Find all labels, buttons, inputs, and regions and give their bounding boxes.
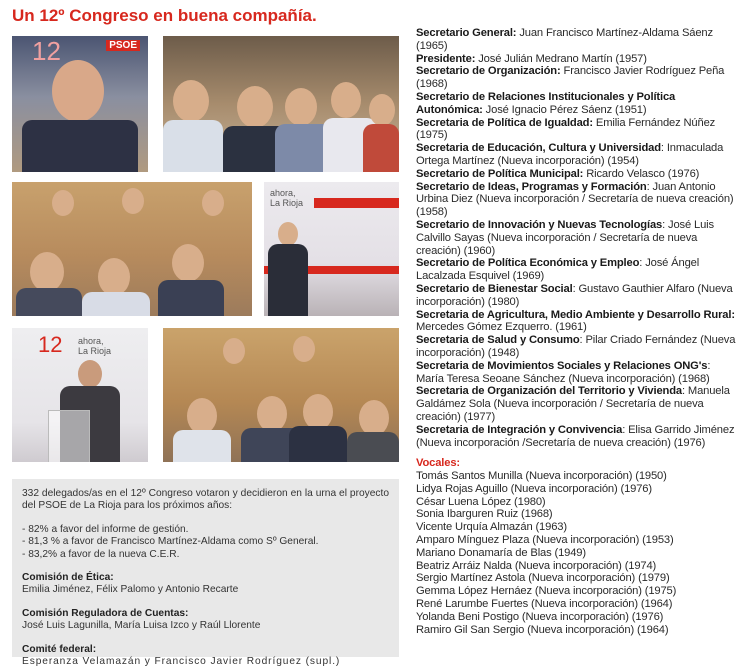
vocal-item: Gemma López Hernáez (Nueva incorporación) (1975) <box>416 585 677 598</box>
vocales-list <box>416 470 740 636</box>
executive-person: : Manuela Galdámez Sola (Nueva incorporación / Secretaría de nueva creación) (1977) <box>416 385 730 423</box>
congress-results-box <box>12 479 399 668</box>
photo-podium-speaker <box>12 328 148 462</box>
executive-person: Juan Francisco Martínez-Aldama Sáenz (1965) <box>416 27 713 52</box>
executive-entry <box>416 91 740 117</box>
executive-entry <box>416 168 740 181</box>
cuentas-members: José Luis Lagunilla, María Luisa Izco y Raúl Llorente <box>22 620 261 632</box>
vocal-item: Vicente Urquía Almazán (1963) <box>416 521 567 534</box>
result-item: - 83,2% a favor de la nueva C.E.R. <box>22 548 180 560</box>
etica-members: Emilia Jiménez, Félix Palomo y Antonio Recarte <box>22 584 239 596</box>
vocal-item: Yolanda Beni Postigo (Nueva incorporación) (1976) <box>416 610 664 623</box>
cuentas-heading: Comisión Reguladora de Cuentas: <box>22 607 189 619</box>
photo-label-ahora: ahora, <box>270 188 296 198</box>
executive-role: Secretario de Organización: <box>416 65 561 78</box>
executive-role: Secretaria de Salud y Consumo <box>416 334 580 347</box>
executive-role: Secretario General: <box>416 27 517 39</box>
executive-entry <box>416 385 740 423</box>
executive-role: Secretaria de Movimientos Sociales y Relaciones ONG's <box>416 359 708 372</box>
photo-label-rioja-podium: La Rioja <box>78 346 112 356</box>
vocal-item: Tomás Santos Munilla (Nueva incorporación) (1950) <box>416 470 667 483</box>
executive-entry <box>416 65 740 91</box>
executive-person: Emilia Fernández Núñez (1975) <box>416 116 716 142</box>
etica-block <box>22 572 389 597</box>
executive-person: José Ignacio Pérez Sáenz (1951) <box>482 103 647 116</box>
executive-person: Mercedes Gómez Ezquerro. (1961) <box>416 321 587 334</box>
executive-list <box>416 27 740 636</box>
executive-role: Secretario de Política Municipal: <box>416 167 584 180</box>
photo-label-12-podium: 12 <box>38 332 63 357</box>
executive-person: : Gustavo Gauthier Alfaro (Nueva incorporación) (1980) <box>416 282 733 308</box>
executive-role: Secretaria de Política de Igualdad: <box>416 116 593 129</box>
executive-entry <box>416 334 740 360</box>
vocal-item: Amparo Mínguez Plaza (Nueva incorporación) (1953) <box>416 534 674 547</box>
results-intro: 332 delegados/as en el 12º Congreso votaron y decidieron en la urna el proyecto del PSOE de La Rioja para los próximos años: <box>22 488 389 512</box>
page-title: Un 12º Congreso en buena compañía. <box>12 6 317 25</box>
vocal-item: Lidya Rojas Aguillo (Nueva incorporación) (1976) <box>416 482 652 495</box>
executive-entry <box>416 309 740 335</box>
executive-role: Secretaria de Integración y Convivencia <box>416 423 623 436</box>
executive-person: Ricardo Velasco (1976) <box>583 167 700 180</box>
executive-role: Secretario de Relaciones Institucionales y Política Autonómica: <box>416 90 676 116</box>
photo-audience-wide <box>163 328 399 462</box>
photo-label-psoe: PSOE <box>106 40 140 51</box>
vocal-item: René Larumbe Fuertes (Nueva incorporación) (1964) <box>416 598 673 611</box>
executive-person: Francisco Javier Rodríguez Peña (1968) <box>416 65 725 91</box>
vocal-item: Sergio Martínez Astola (Nueva incorporación) (1979) <box>416 572 670 585</box>
comite-members: Esperanza Velamazán y Francisco Javier Rodríguez (supl.) <box>22 656 341 668</box>
results-list <box>22 524 389 561</box>
comite-heading: Comité federal: <box>22 643 97 655</box>
comite-block <box>22 644 389 668</box>
vocales-heading: Vocales: <box>416 457 460 470</box>
result-item: - 82% a favor del informe de gestión. <box>22 523 189 535</box>
executive-entry <box>416 27 740 53</box>
executive-entry <box>416 360 740 386</box>
executive-person: : Inmaculada Ortega Martínez (Nueva incorporación) (1954) <box>416 142 724 167</box>
photo-seated-delegates <box>12 182 252 316</box>
executive-entry <box>416 424 740 450</box>
photo-label-ahora-podium: ahora, <box>78 336 104 346</box>
etica-heading: Comisión de Ética: <box>22 572 114 584</box>
result-item: - 81,3 % a favor de Francisco Martínez-Aldama como Sº General. <box>22 536 319 548</box>
executive-person: : Pilar Criado Fernández (Nueva incorporación) (1948) <box>416 334 736 359</box>
vocal-item: Sonia Ibarguren Ruiz (1968) <box>416 508 553 521</box>
photo-audience-front-row <box>163 36 399 172</box>
executive-person: : María Teresa Seoane Sánchez (Nueva incorporación) (1968) <box>416 359 711 385</box>
cuentas-block <box>22 608 389 633</box>
photo-stage-celebration <box>264 182 399 316</box>
executive-person: : Juan Antonio Urbina Diez (Nueva incorporación / Secretaría de nueva creación) (1958) <box>416 180 734 219</box>
executive-role: Secretario de Política Económica y Empleo <box>416 257 640 270</box>
executive-role: Secretario de Innovación y Nuevas Tecnologías <box>416 218 663 231</box>
vocal-item: Ramiro Gil San Sergio (Nueva incorporación) (1964) <box>416 623 669 636</box>
photo-speaker-portrait <box>12 36 148 172</box>
executive-entry <box>416 283 740 309</box>
executive-person: : Elisa Garrido Jiménez (Nueva incorporación /Secretaría de nueva creación) (1976) <box>416 423 735 449</box>
photo-label-12: 12 <box>32 36 61 66</box>
executive-role: Secretario de Bienestar Social <box>416 282 573 295</box>
executive-role: Secretario de Ideas, Programas y Formación <box>416 180 647 193</box>
executive-person: : José Ángel Lacalzada Esquivel (1969) <box>416 257 700 283</box>
vocal-item: Mariano Donamaría de Blas (1949) <box>416 546 586 559</box>
executive-role: Secretaria de Educación, Cultura y Universidad <box>416 142 661 155</box>
executive-role: Secretaria de Agricultura, Medio Ambiente y Desarrollo Rural: <box>416 308 735 321</box>
vocal-item: César Luena López (1980) <box>416 495 546 508</box>
executive-entry <box>416 219 740 257</box>
photo-label-larioja: La Rioja <box>270 198 304 208</box>
executive-role: Secretaria de Organización del Territorio y Vivienda <box>416 385 682 398</box>
executive-entry <box>416 181 740 219</box>
executive-entry <box>416 117 740 143</box>
executive-entry <box>416 257 740 283</box>
executive-role: Presidente: <box>416 52 476 65</box>
executive-person: José Julián Medrano Martín (1957) <box>475 52 647 65</box>
executive-entry <box>416 142 740 168</box>
executive-entry <box>416 53 740 66</box>
vocal-item: Beatriz Arráiz Nalda (Nueva incorporación) (1974) <box>416 559 657 572</box>
executive-person: : José Luis Calvillo Sayas (Nueva incorporación / Secretaría de nueva creación) (1960) <box>416 218 714 257</box>
